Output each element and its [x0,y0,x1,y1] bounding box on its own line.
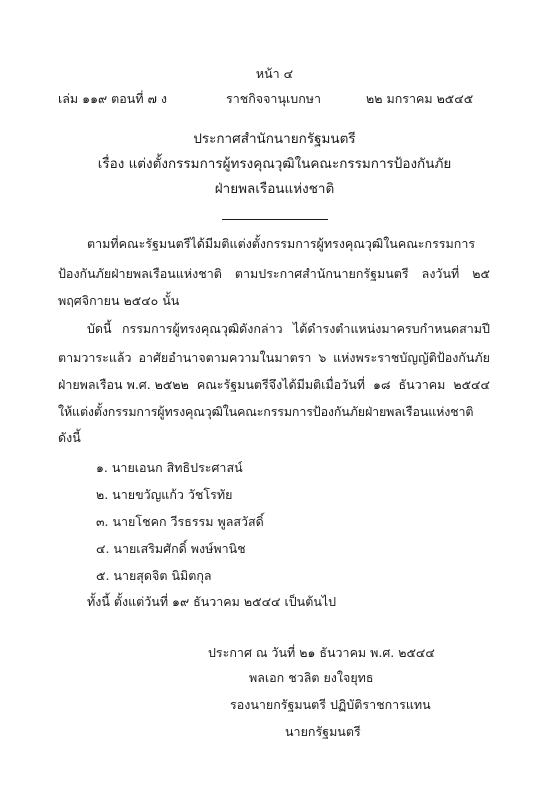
member-item: ๒. นายขวัญแก้ว วัชโรทัย [96,487,233,502]
paragraph2-line2 [58,350,490,366]
paragraph2-line3 [58,377,490,393]
page-number: หน้า ๔ [255,66,294,81]
title-divider [222,219,328,220]
paragraph2-line3-part: ธันวาคม [398,377,446,392]
paragraph1-line2 [58,266,490,282]
paragraph2-line3-part: ฝ่ายพลเรือน พ.ศ. ๒๕๒๒ [58,377,189,392]
paragraph2-line5: ดังนี้ [58,430,81,445]
paragraph2-line1 [87,321,490,337]
paragraph1-line3: พฤศจิกายน ๒๕๔๐ นั้น [58,293,180,308]
member-item: ๑. นายเอนก สิทธิประศาสน์ [96,460,243,475]
gazette-name: ราชกิจจานุเบกษา [226,91,322,106]
header-date: ๒๒ มกราคม ๒๕๔๕ [366,91,474,106]
announcement-subject: เรื่อง แต่งตั้งกรรมการผู้ทรงคุณวุฒิในคณะกรรมการป้องกันภัย [97,156,452,172]
paragraph1-line2-part: ป้องกันภัยฝ่ายพลเรือนแห่งชาติ [58,266,222,281]
paragraph2-line2-part: แห่งพระราชบัญญัติป้องกันภัย [333,350,490,365]
paragraph1-line2-part: ตามประกาศสำนักนายกรัฐมนตรี [234,266,409,281]
signatory-position: รองนายกรัฐมนตรี ปฏิบัติราชการแทน [230,697,431,712]
paragraph2-line1-part: บัดนี้ [87,321,112,336]
paragraph2-line3-part: คณะรัฐมนตรีจึงได้มีมติเมื่อวันที่ [196,377,365,392]
paragraph2-line4: ให้แต่งตั้งกรรมการผู้ทรงคุณวุฒิในคณะกรรมการป้องกันภัยฝ่ายพลเรือนแห่งชาติ [58,404,474,419]
member-item: ๓. นายโชคก วีรธรรม พูลสวัสดิ์ [96,514,264,529]
member-item: ๔. นายเสริมศักดิ์ พงษ์พานิช [96,541,246,556]
paragraph2-line1-part: ได้ดำรงตำแหน่งมาครบกำหนดสามปี [292,321,490,336]
announcement-subject-cont: ฝ่ายพลเรือนแห่งชาติ [214,181,335,197]
announcement-title: ประกาศสำนักนายกรัฐมนตรี [193,131,356,147]
paragraph1-line1: ตามที่คณะรัฐมนตรีได้มีมติแต่งตั้งกรรมการผู้ทรงคุณวุฒิในคณะกรรมการ [87,236,476,251]
paragraph2-line1-part: กรรมการผู้ทรงคุณวุฒิดังกล่าว [121,321,283,336]
paragraph2-line2-part: ๖ [318,350,327,365]
paragraph1-line2-part: ลงวันที่ [421,266,460,281]
signatory-name: พลเอก ชวลิต ยงใจยุทธ [249,670,374,685]
member-item: ๕. นายสุดจิต นิมิตกุล [96,568,212,583]
volume-number: เล่ม ๑๑๙ ตอนที่ ๗ ง [58,91,168,106]
announced-date: ประกาศ ณ วันที่ ๒๑ ธันวาคม พ.ศ. ๒๕๔๔ [208,645,435,660]
paragraph1-line2-part: ๒๕ [472,266,490,281]
signatory-position-cont: นายกรัฐมนตรี [285,724,361,739]
effective-date: ทั้งนี้ ตั้งแต่วันที่ ๑๙ ธันวาคม ๒๕๔๔ เป็นต้นไป [87,594,337,609]
paragraph2-line2-part: อาศัยอำนาจตามความในมาตรา [138,350,312,365]
paragraph2-line3-part: ๒๕๔๔ [453,377,490,392]
paragraph2-line2-part: ตามวาระแล้ว [58,350,132,365]
paragraph2-line3-part: ๑๘ [372,377,391,392]
